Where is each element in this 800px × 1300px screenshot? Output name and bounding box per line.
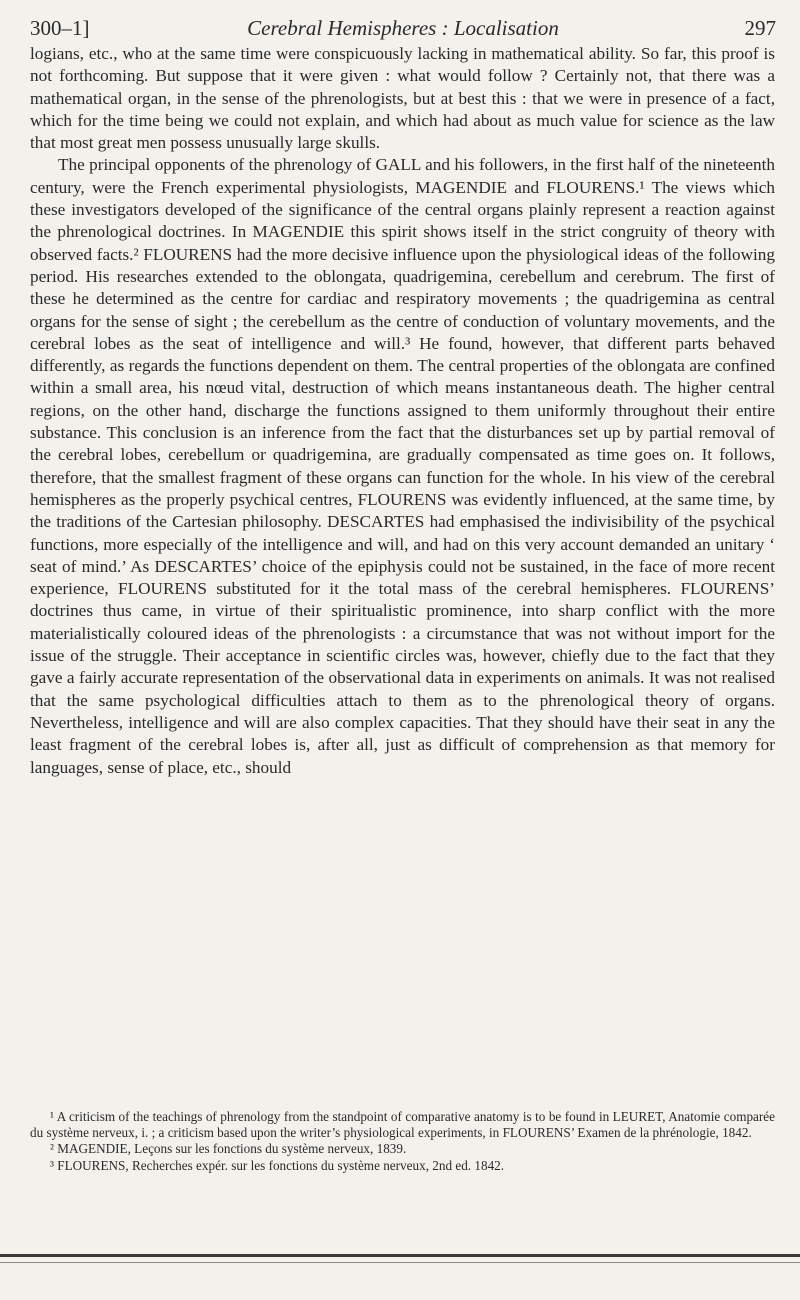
paragraph-1: logians, etc., who at the same time were conspicuously lacking in mathematical ability. So far, this proof is not forthcoming. But suppose that it were given : what would follow ? Certainly not, that there was a mathematical organ, in the sense of the phrenologists, but at best this : that we were in presence of a fact, which for the time being we could not explain, and which had about as much value for science as the law that most great men possess unusually large skulls. <box>30 44 775 153</box>
footnote-2: ² MAGENDIE, Leçons sur les fonctions du système nerveux, 1839. <box>50 1141 407 1157</box>
running-title: Cerebral Hemispheres : Localisation <box>247 16 559 40</box>
footnote-1: ¹ A criticism of the teachings of phrenology from the standpoint of comparative anatomy is to be found in LEURET, Anatomie comparée du système nerveux, i. ; a criticism based upon the writer’s physiological experiments, in FLOURENS’ Examen de la phrénologie, 1842. <box>30 1109 775 1141</box>
running-header <box>30 6 776 42</box>
paragraph-2: The principal opponents of the phrenology of GALL and his followers, in the first half of the nineteenth century, were the French experimental physiologists, MAGENDIE and FLOURENS.¹ The views which these investigators developed of the significance of the central organs plainly represent a reaction against the phrenological doctrines. In MAGENDIE this spirit shows itself in the strict congruity of theory with observed facts.² FLOURENS had the more decisive influence upon the physiological ideas of the following period. His researches extended to the oblongata, quadrigemina, cerebellum and cerebrum. The first of these he determined as the centre for cardiac and respiratory movements ; the quadrigemina as central organs for the sense of sight ; the cerebellum as the centre of conduction of voluntary movements, and the cerebral lobes as the seat of intelligence and will.³ He found, however, that different parts behaved differently, as regards the functions dependent on them. The central properties of the oblongata are confined within a small area, his nœud vital, destruction of which means instantaneous death. The higher central regions, on the other hand, discharge the functions assigned to them uniformly throughout their entire substance. This conclusion is an inference from the fact that the disturbances set up by partial removal of the cerebral lobes, cerebellum or quadrigemina, are gradually compensated as time goes on. It follows, therefore, that the smallest fragment of these organs can function for the whole. In his view of the cerebral hemispheres as the properly psychical centres, FLOURENS was evidently influenced, at the same time, by the traditions of the Cartesian philosophy. DESCARTES had emphasised the indivisibility of the psychical functions, more especially of the intelligence and will, and had on this very account demanded an unitary ‘ seat of mind.’ As DESCARTES’ choice of the epiphysis could not be sustained, in the face of more recent experience, FLOURENS substituted for it the total mass of the cerebral hemispheres. FLOURENS’ doctrines thus came, in virtue of their spiritualistic prominence, into sharp conflict with the more materialistically coloured ideas of the phrenologists : a circumstance that was not without import for the issue of the struggle. Their acceptance in scientific circles was, however, chiefly due to the fact that they gave a fairly accurate representation of the observational data in experiments on animals. It was not realised that the same psychological difficulties attach to them as to the phrenological theory of organs. Nevertheless, intelligence and will are also complex capacities. That they should have their seat in any the least fragment of the cerebral lobes is, after all, just as difficult of comprehension as that memory for languages, sense of place, etc., should <box>30 155 775 777</box>
footnotes <box>30 1109 775 1174</box>
footnote-3: ³ FLOURENS, Recherches expér. sur les fonctions du système nerveux, 2nd ed. 1842. <box>50 1157 505 1173</box>
main-text <box>30 43 775 779</box>
section-number: 300–1] <box>30 16 90 40</box>
page-bottom-border <box>0 1254 800 1257</box>
page-number: 297 <box>744 16 776 40</box>
page-bottom-border-thin <box>0 1262 800 1263</box>
